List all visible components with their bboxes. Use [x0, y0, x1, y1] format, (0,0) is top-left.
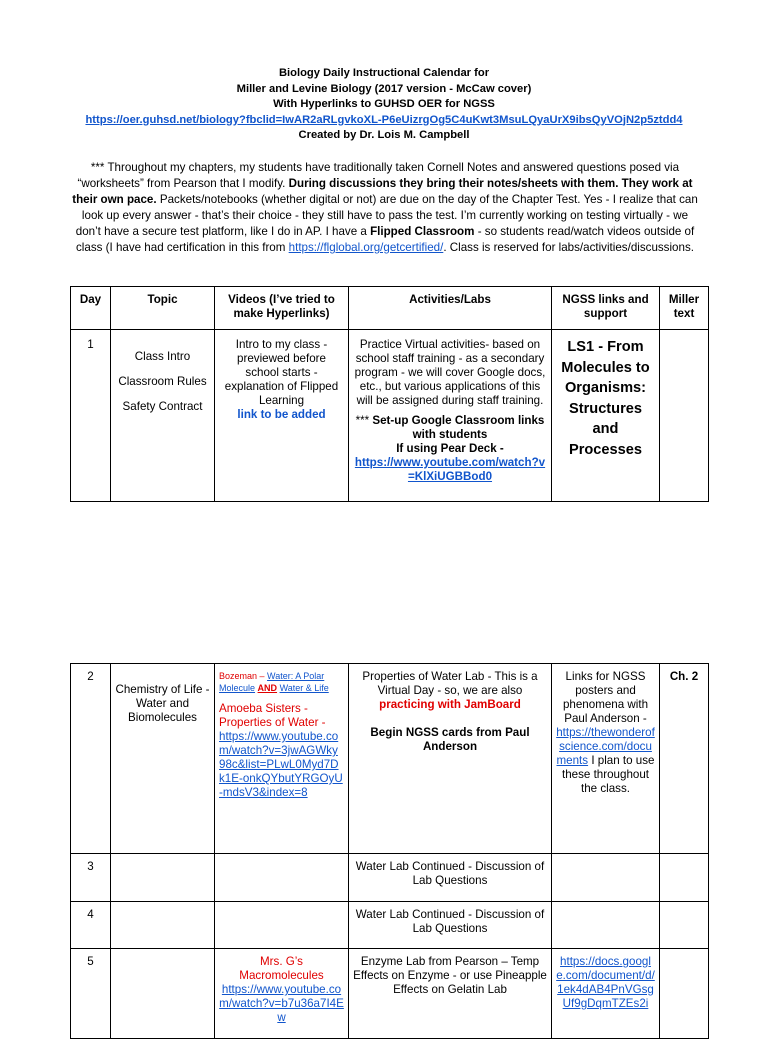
oer-link[interactable]: https://oer.guhsd.net/biology?fbclid=IwAR2aRLgvkoXL-P6eUizrgOg5C4uKwt3MsuLQyaUrX9ibsQyVOjN2p5ztdd4 — [85, 113, 683, 126]
row1-ngss: LS1 - From Molecules to Organisms: Structures and Processes — [552, 330, 660, 502]
asterisks: *** — [355, 414, 370, 427]
wonder-of-science-link[interactable]: https://thewonderofscience.com/documents — [556, 726, 655, 767]
intro-bold-1: During discussions they bring their notes/sheets with them. They work at their own pace. — [72, 177, 693, 206]
author-line: Created by Dr. Lois M. Campbell — [298, 129, 470, 141]
link-to-be-added[interactable]: link to be added — [237, 408, 326, 421]
intro-text-4: . Class is reserved for labs/activities/discussions. — [443, 241, 694, 254]
row4-topic — [111, 902, 215, 949]
water-and-life-link[interactable]: Water & Life — [279, 683, 329, 693]
water-lab-text: Properties of Water Lab - This is a Virtual Day - so, we are also — [362, 670, 538, 697]
intro-paragraph — [72, 160, 698, 256]
row4-day: 4 — [71, 902, 111, 949]
row1-day: 1 — [71, 330, 111, 502]
row3-videos — [215, 854, 349, 902]
google-classroom-setup: Set-up Google Classroom links with students — [372, 414, 545, 441]
row2-miller: Ch. 2 — [660, 664, 709, 854]
topic-classroom-rules: Classroom Rules — [118, 375, 207, 388]
table-row — [71, 664, 709, 854]
table-row — [71, 902, 709, 949]
row5-day: 5 — [71, 949, 111, 1039]
row3-ngss — [552, 854, 660, 902]
document-header — [0, 66, 768, 144]
header-topic: Topic — [111, 287, 215, 330]
pear-deck-link[interactable]: https://www.youtube.com/watch?v=KlXiUGBBod0 — [354, 456, 546, 483]
water-polar-molecule-link[interactable]: Water: A Polar Molecule — [219, 671, 325, 693]
title-line-3: With Hyperlinks to GUHSD OER for NGSS — [273, 98, 495, 110]
row5-activities: Enzyme Lab from Pearson – Temp Effects on Enzyme - or use Pineapple Effects on Gelatin Lab — [349, 949, 552, 1039]
row5-videos — [215, 949, 349, 1039]
ngss-plan-text: I plan to use these throughout the class. — [561, 754, 655, 795]
row3-topic — [111, 854, 215, 902]
table-row — [71, 330, 709, 502]
title-line-2: Miller and Levine Biology (2017 version - McCaw cover) — [236, 82, 532, 95]
header-day: Day — [71, 287, 111, 330]
row2-videos — [215, 664, 349, 854]
row3-day: 3 — [71, 854, 111, 902]
row1-miller — [660, 330, 709, 502]
intro-text-3: - so students read/watch videos outside of class (I have had certification in this from — [76, 225, 695, 254]
mrs-g-macromolecules-label: Mrs. G’s Macromolecules — [239, 955, 324, 982]
title-line-1: Biology Daily Instructional Calendar for — [278, 67, 490, 79]
row2-day: 2 — [71, 664, 111, 854]
intro-bold-2: Flipped Classroom — [370, 225, 475, 238]
and-label: AND — [257, 683, 278, 693]
bozeman-label: Bozeman – — [219, 671, 265, 681]
macromolecules-link[interactable]: https://www.youtube.com/watch?v=b7u36a7I4Ew — [219, 983, 344, 1024]
row4-videos — [215, 902, 349, 949]
intro-text-1: *** Throughout my chapters, my students have traditionally taken Cornell Notes and answered questions posed via “worksheets” from Pearson that I modify. — [77, 161, 680, 190]
topic-class-intro: Class Intro — [134, 350, 191, 363]
row4-activities: Water Lab Continued - Discussion of Lab Questions — [349, 902, 552, 949]
ngss-cards-text: Begin NGSS cards from Paul Anderson — [370, 726, 530, 753]
calendar-table-top — [70, 286, 709, 502]
row3-activities: Water Lab Continued - Discussion of Lab Questions — [349, 854, 552, 902]
row5-topic — [111, 949, 215, 1039]
topic-safety-contract: Safety Contract — [122, 400, 203, 413]
row1-topic — [111, 330, 215, 502]
row1-activities — [349, 330, 552, 502]
row5-miller — [660, 949, 709, 1039]
row4-ngss — [552, 902, 660, 949]
calendar-table-bottom — [70, 663, 709, 1039]
row1-videos — [215, 330, 349, 502]
jamboard-text: practicing with JamBoard — [379, 698, 521, 711]
row5-ngss — [552, 949, 660, 1039]
certification-link[interactable]: https://flglobal.org/getcertified/ — [288, 241, 444, 254]
header-videos: Videos (I’ve tried to make Hyperlinks) — [215, 287, 349, 330]
row2-topic: Chemistry of Life - Water and Biomolecules — [111, 664, 215, 854]
amoeba-sisters-label: Amoeba Sisters - Properties of Water - — [219, 702, 326, 729]
google-doc-link[interactable]: https://docs.google.com/document/d/1ek4dAB4PnVGsgUf9gDqmTZEs2i — [556, 955, 655, 1010]
header-miller: Miller text — [660, 287, 709, 330]
amoeba-sisters-link[interactable]: https://www.youtube.com/watch?v=3jwAGWky98c&list=PLwL0Myd7Dk1E-onkQYbutYRGOyU-mdsV3&index=8 — [219, 730, 343, 799]
row2-ngss — [552, 664, 660, 854]
intro-text-2: Packets/notebooks (whether digital or not) are due on the day of the Chapter Test. Yes - I realize that can look up every answer - that’s their choice - they still have to pass the test. I’m currently working on testing virtually - we don’t have a secure test platform, like I do in AP. I have a — [75, 193, 698, 238]
header-ngss: NGSS links and support — [552, 287, 660, 330]
row4-miller — [660, 902, 709, 949]
table-row — [71, 854, 709, 902]
table-header-row — [71, 287, 709, 330]
ngss-posters-text: Links for NGSS posters and phenomena with Paul Anderson - — [562, 670, 649, 725]
header-activities: Activities/Labs — [349, 287, 552, 330]
table-row — [71, 949, 709, 1039]
row1-videos-text: Intro to my class - previewed before school starts - explanation of Flipped Learning — [224, 338, 339, 407]
pear-deck-label: If using Pear Deck - — [396, 442, 504, 455]
row1-activity-text: Practice Virtual activities- based on school staff training - as a secondary program - we will cover Google docs, etc., but various applications of this will be assigned during staff training. — [354, 338, 546, 407]
row3-miller — [660, 854, 709, 902]
row2-activities — [349, 664, 552, 854]
